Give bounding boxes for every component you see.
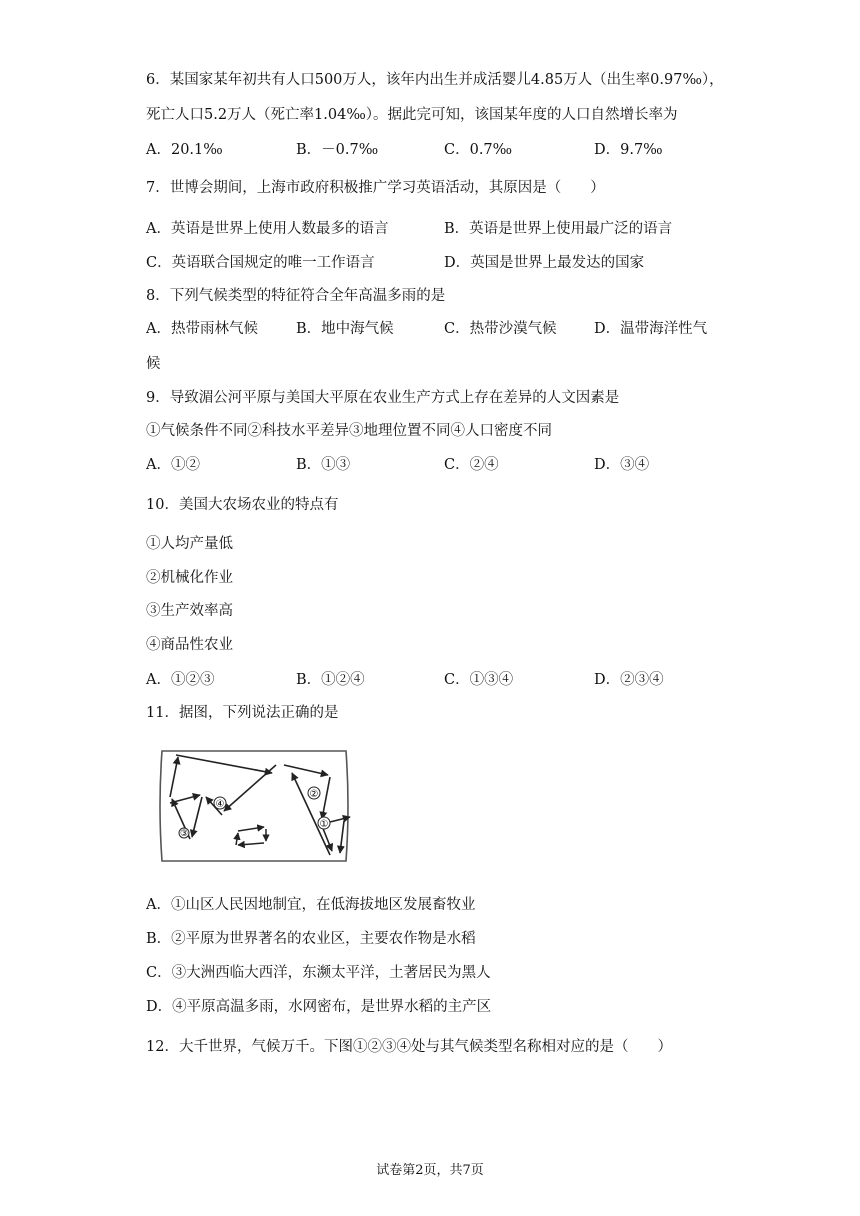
q7-option-d: D．英国是世界上最发达的国家	[444, 255, 645, 271]
q10-stem: 10．美国大农场农业的特点有	[146, 497, 339, 513]
q8-option-a: A．热带雨林气候	[146, 321, 258, 337]
q12-stem: 12．大千世界，气候万千。下图①②③④处与其气候类型名称相对应的是（ ）	[146, 1039, 672, 1055]
q7-option-b: B．英语是世界上使用最广泛的语言	[444, 221, 673, 237]
q6-stem-line1: 6．某国家某年初共有人口500万人，该年内出生并成活婴儿4.85万人（出生率0.97‰），	[146, 72, 724, 88]
page-footer: 试卷第2页，共7页	[376, 1163, 484, 1178]
q8-option-b: B．地中海气候	[296, 321, 394, 337]
q10-item-3: ③生产效率高	[146, 603, 233, 619]
q6-stem-line2: 死亡人口5.2万人（死亡率1.04‰）。据此完可知，该国某年度的人口自然增长率为	[146, 107, 678, 123]
q8-option-d-wrap: 候	[146, 356, 161, 372]
q8-stem: 8．下列气候类型的特征符合全年高温多雨的是	[146, 288, 446, 304]
q6-option-c: C．0.7‰	[444, 142, 513, 158]
q7-stem: 7．世博会期间，上海市政府积极推广学习英语活动，其原因是（ ）	[146, 180, 605, 196]
q10-option-d: D．②③④	[594, 672, 664, 688]
q10-option-a: A．①②③	[146, 672, 215, 688]
q9-option-c: C．②④	[444, 457, 499, 473]
q8-option-c: C．热带沙漠气候	[444, 321, 557, 337]
q9-option-a: A．①②	[146, 457, 200, 473]
q7-option-c: C．英语联合国规定的唯一工作语言	[146, 255, 375, 271]
q11-option-b: B．②平原为世界著名的农业区，主要农作物是水稻	[146, 931, 476, 947]
map-label-4: ④	[215, 799, 225, 810]
q11-option-d: D．④平原高温多雨，水网密布，是世界水稻的主产区	[146, 999, 492, 1015]
map-label-1: ①	[319, 819, 329, 830]
q10-option-b: B．①②④	[296, 672, 365, 688]
q10-item-2: ②机械化作业	[146, 570, 233, 586]
q10-item-4: ④商品性农业	[146, 637, 233, 653]
q9-stem: 9．导致湄公河平原与美国大平原在农业生产方式上存在差异的人文因素是	[146, 390, 620, 406]
q6-option-d: D．9.7‰	[594, 142, 663, 158]
q9-items: ①气候条件不同②科技水平差异③地理位置不同④人口密度不同	[146, 423, 552, 439]
world-sketch-map	[154, 745, 354, 867]
map-label-3: ③	[179, 829, 189, 839]
q10-option-c: C．①③④	[444, 672, 514, 688]
q11-stem: 11．据图，下列说法正确的是	[146, 705, 339, 721]
map-label-2: ②	[309, 789, 319, 800]
q10-item-1: ①人均产量低	[146, 536, 233, 552]
q9-option-b: B．①③	[296, 457, 351, 473]
q6-option-a: A．20.1‰	[146, 142, 223, 158]
q7-option-a: A．英语是世界上使用人数最多的语言	[146, 221, 389, 237]
q11-option-c: C．③大洲西临大西洋，东濒太平洋，土著居民为黑人	[146, 965, 491, 981]
q11-option-a: A．①山区人民因地制宜，在低海拔地区发展畜牧业	[146, 897, 476, 913]
q9-option-d: D．③④	[594, 457, 650, 473]
q8-option-d: D．温带海洋性气	[594, 321, 708, 337]
q6-option-b: B．－0.7‰	[296, 142, 379, 158]
